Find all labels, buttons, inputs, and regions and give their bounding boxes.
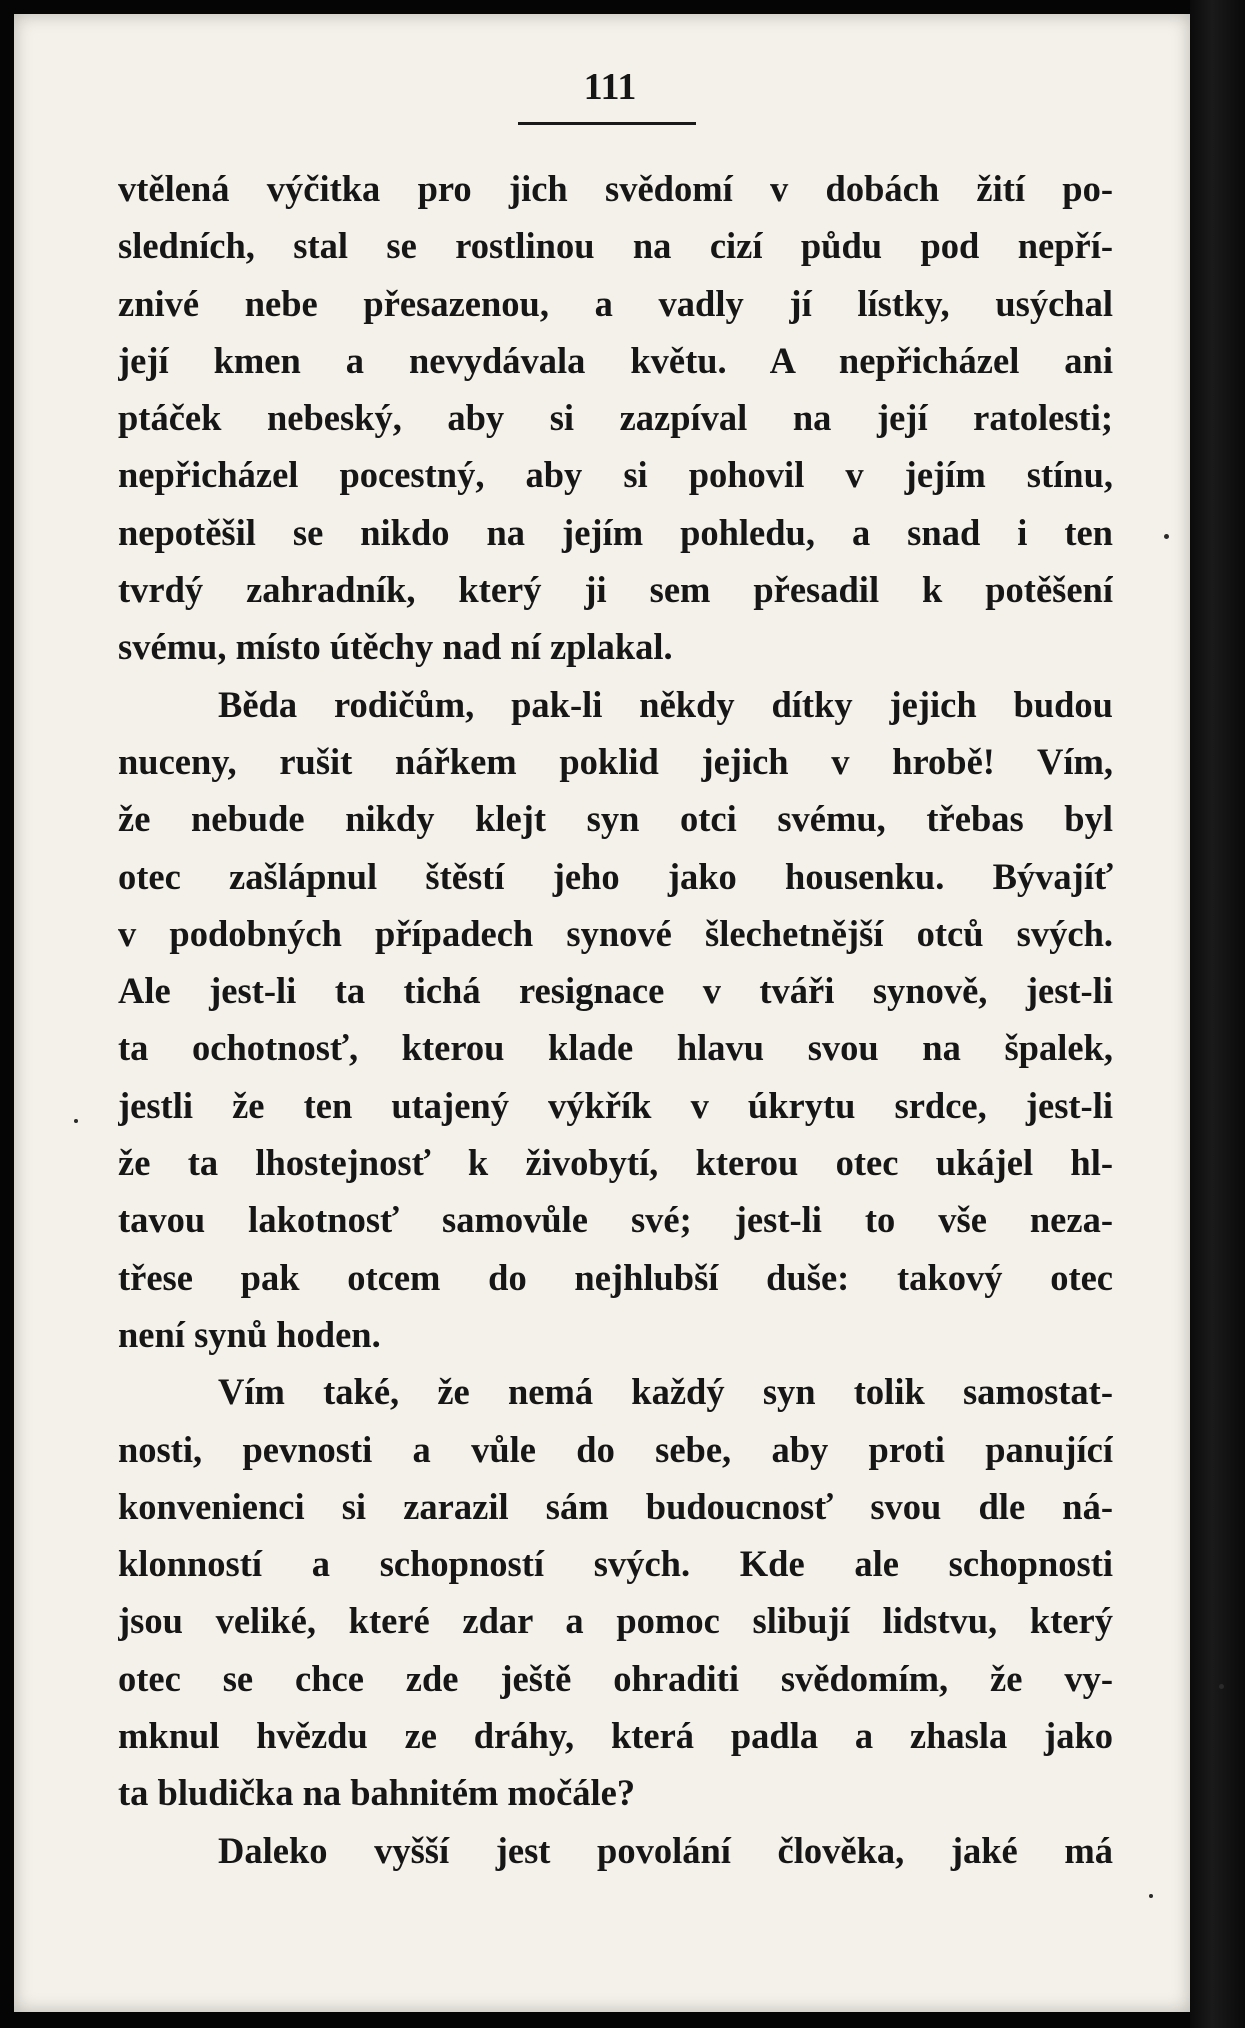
paper-speck [1164, 534, 1169, 539]
text-line: není synů hoden. [118, 1313, 381, 1355]
text-line: jsou veliké, které zdar a pomoc slibují lidstvu, který [118, 1600, 1113, 1642]
text-line: nepřicházel pocestný, aby si pohovil v jejím stínu, [118, 454, 1113, 496]
text-line: Ale jest-li ta tichá resignace v tváři synově, jest-li [118, 970, 1113, 1012]
text-line: Daleko vyšší jest povolání člověka, jaké má [218, 1829, 1113, 1871]
text-line: její kmen a nevydávala květu. A nepřicházel ani [118, 339, 1113, 381]
book-edge [1190, 0, 1245, 2028]
text-line: třese pak otcem do nejhlubší duše: takový otec [118, 1256, 1113, 1298]
text-line: znivé nebe přesazenou, a vadly jí lístky, usýchal [118, 282, 1113, 324]
text-line: sledních, stal se rostlinou na cizí půdu pod nepří- [118, 225, 1113, 267]
text-line: klonností a schopností svých. Kde ale schopnosti [118, 1543, 1113, 1585]
body-text [118, 160, 1113, 1879]
text-line: Běda rodičům, pak-li někdy dítky jejich budou [218, 683, 1113, 725]
text-line: jestli že ten utajený výkřík v úkrytu srdce, jest-li [118, 1084, 1113, 1126]
header-rule [518, 122, 696, 125]
text-line: svému, místo útěchy nad ní zplakal. [118, 626, 673, 668]
text-line: vtělená výčitka pro jich svědomí v dobách žití po- [118, 168, 1113, 209]
text-line: konvenienci si zarazil sám budoucnosť svou dle ná- [118, 1485, 1113, 1527]
text-line: ptáček nebeský, aby si zazpíval na její ratolesti; [118, 397, 1113, 439]
text-line: nepotěšil se nikdo na jejím pohledu, a snad i ten [118, 511, 1113, 553]
paper-speck [1149, 1894, 1153, 1898]
text-line: tvrdý zahradník, který ji sem přesadil k potěšení [118, 569, 1113, 611]
page-number: 111 [583, 66, 637, 108]
text-line: otec se chce zde ještě ohraditi svědomím, že vy- [118, 1657, 1113, 1699]
text-line: že ta lhostejnosť k živobytí, kterou otec ukájel hl- [118, 1142, 1113, 1184]
text-line: Vím také, že nemá každý syn tolik samostat- [218, 1371, 1113, 1413]
paper-speck [74, 1119, 78, 1123]
text-line: že nebude nikdy klejt syn otci svému, třebas byl [118, 798, 1113, 840]
text-line: ta bludička na bahnitém močále? [118, 1772, 636, 1814]
text-line: nosti, pevnosti a vůle do sebe, aby proti panující [118, 1428, 1113, 1470]
text-line: tavou lakotnosť samovůle své; jest-li to vše neza- [118, 1199, 1113, 1241]
paper-speck [1219, 1684, 1224, 1689]
text-line: nuceny, rušit nářkem poklid jejich v hrobě! Vím, [118, 740, 1113, 782]
text-line: ta ochotnosť, kterou klade hlavu svou na špalek, [118, 1027, 1113, 1069]
text-line: otec zašlápnul štěstí jeho jako housenku. Bývajíť [118, 855, 1113, 897]
text-line: mknul hvězdu ze dráhy, která padla a zhasla jako [118, 1715, 1113, 1757]
text-line: v podobných případech synové šlechetnější otců svých. [118, 912, 1113, 954]
